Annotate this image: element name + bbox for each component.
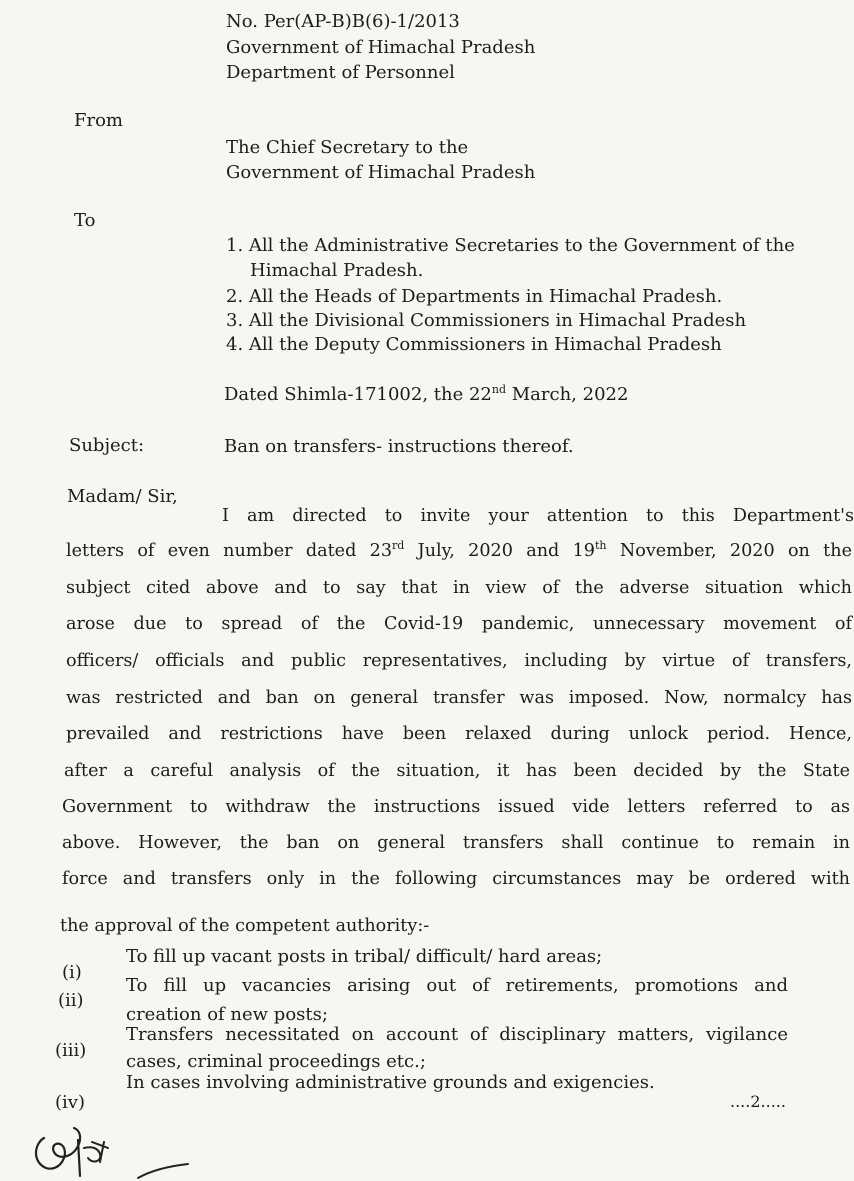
item-text: To fill up vacancies arising out of retirements, promotions and <box>126 975 788 996</box>
body-line-2a: letters of even number dated 23 <box>66 541 393 561</box>
item-text-cont: creation of new posts; <box>126 1004 328 1025</box>
body-line: force and transfers only in the following circumstances may be ordered with <box>62 869 850 889</box>
from-line-2: Government of Himachal Pradesh <box>226 162 536 183</box>
recipient-3: 3. All the Divisional Commissioners in Himachal Pradesh <box>226 310 747 331</box>
to-label: To <box>74 210 96 231</box>
from-line-1: The Chief Secretary to the <box>226 137 469 158</box>
recipient-1-cont: Himachal Pradesh. <box>250 260 424 281</box>
body-line: prevailed and restrictions have been relaxed during unlock period. Hence, <box>66 724 852 744</box>
from-label: From <box>74 110 123 131</box>
recipient-4: 4. All the Deputy Commissioners in Himachal Pradesh <box>226 334 722 355</box>
item-number: (i) <box>62 962 82 983</box>
body-line: officers/ officials and public representatives, including by virtue of transfers, <box>66 651 852 671</box>
date-prefix: Dated Shimla-171002, the 22 <box>224 384 492 405</box>
body-line: subject cited above and to say that in view of the adverse situation which <box>66 578 852 598</box>
reference-number: No. Per(AP-B)B(6)-1/2013 <box>226 11 460 32</box>
item-text: To fill up vacant posts in tribal/ difficult/ hard areas; <box>126 946 603 967</box>
item-text: In cases involving administrative grounds and exigencies. <box>126 1072 655 1093</box>
body-line-2c: November, 2020 on the <box>606 541 852 561</box>
subject-text: Ban on transfers- instructions thereof. <box>224 436 574 457</box>
body-line: Government to withdraw the instructions issued vide letters referred to as <box>62 797 850 817</box>
subject-label: Subject: <box>69 435 145 456</box>
body-line-2b: July, 2020 and 19 <box>404 541 596 561</box>
salutation: Madam/ Sir, <box>67 486 178 507</box>
date-line <box>224 383 628 407</box>
body-line <box>66 541 852 561</box>
body-line: was restricted and ban on general transfer was imposed. Now, normalcy has <box>66 688 852 708</box>
government-name: Government of Himachal Pradesh <box>226 37 536 58</box>
recipient-1: 1. All the Administrative Secretaries to the Government of the <box>226 235 795 256</box>
item-text-cont: cases, criminal proceedings etc.; <box>126 1051 426 1072</box>
date-suffix: nd <box>491 383 507 396</box>
item-number: (ii) <box>58 990 84 1011</box>
recipient-2: 2. All the Heads of Departments in Himachal Pradesh. <box>226 286 723 307</box>
page-continuation: ....2..... <box>730 1092 786 1111</box>
body-line: arose due to spread of the Covid-19 pandemic, unnecessary movement of <box>66 614 852 634</box>
item-text: Transfers necessitated on account of disciplinary matters, vigilance <box>126 1024 788 1045</box>
body-line: after a careful analysis of the situation, it has been decided by the State <box>64 761 850 781</box>
sup-rd: rd <box>392 539 405 553</box>
item-number: (iii) <box>55 1040 87 1061</box>
body-line: above. However, the ban on general transfers shall continue to remain in <box>62 833 850 853</box>
date-month-year: March, 2022 <box>506 384 629 405</box>
department-name: Department of Personnel <box>226 62 455 83</box>
body-line: the approval of the competent authority:- <box>60 916 430 936</box>
body-line: I am directed to invite your attention to this Department's <box>222 506 854 526</box>
item-number: (iv) <box>55 1092 85 1113</box>
handwritten-signature <box>28 1118 198 1181</box>
sup-th: th <box>595 539 607 553</box>
